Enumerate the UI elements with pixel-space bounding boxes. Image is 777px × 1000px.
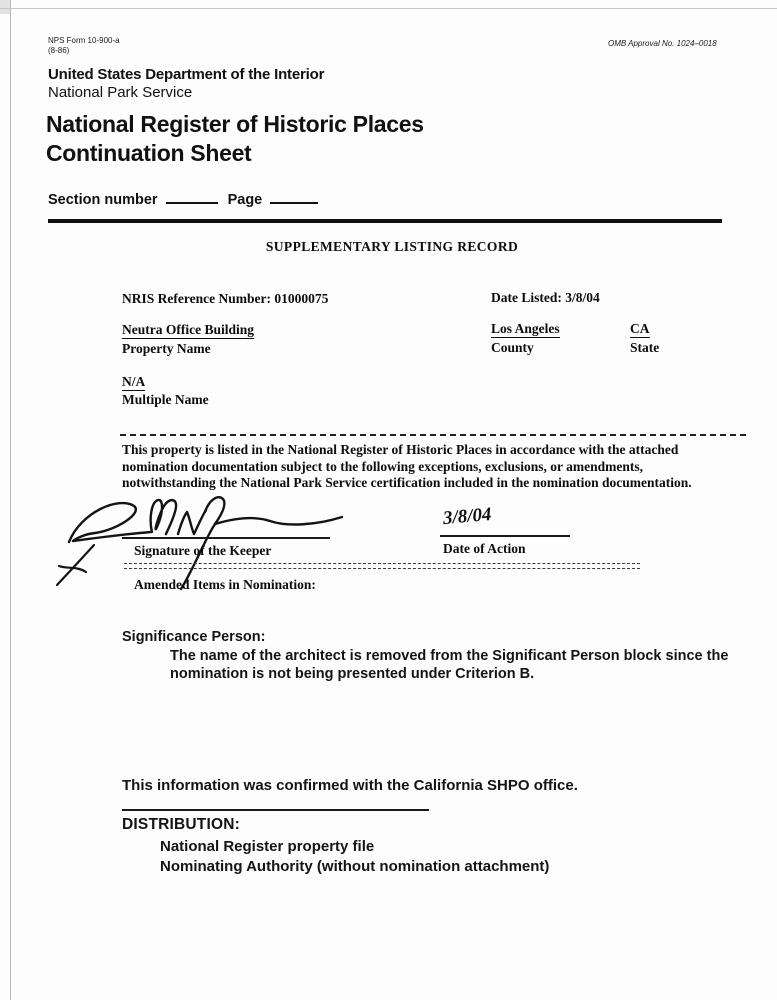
county-label: County — [491, 340, 534, 355]
signature-line — [122, 537, 330, 539]
significance-line: nomination is not being presented under Criterion B. — [170, 666, 535, 682]
section-page-row — [48, 191, 318, 208]
section-number-blank — [166, 191, 218, 204]
nris-reference: NRIS Reference Number: 01000075 — [122, 291, 329, 306]
page-title — [46, 110, 424, 168]
amended-items-label: Amended Items in Nomination: — [134, 577, 316, 592]
multiple-name-value: N/A — [122, 374, 146, 389]
signature-label: Signature of the Keeper — [134, 543, 272, 558]
certification-line: notwithstanding the National Park Service certification included in the nomination documentation. — [122, 475, 692, 490]
scan-left-edge — [10, 0, 11, 1000]
significance-line: The name of the architect is removed from the Significant Person block since the — [170, 648, 729, 664]
handwritten-date: 3/8/04 — [442, 503, 493, 530]
record-title: SUPPLEMENTARY LISTING RECORD — [265, 239, 519, 254]
page-title-line1: National Register of Historic Places — [46, 111, 424, 137]
page-blank — [270, 191, 318, 204]
distribution-heading: DISTRIBUTION: — [122, 816, 240, 833]
certification-line: nomination documentation subject to the following exceptions, exclusions, or amendments, — [122, 458, 644, 474]
county-value: Los Angeles — [491, 321, 560, 336]
scan-corner-artifact — [0, 0, 10, 14]
date-listed: Date Listed: 3/8/04 — [491, 290, 600, 305]
service-title: National Park Service — [48, 84, 193, 101]
date-of-action-label: Date of Action — [443, 541, 526, 556]
section-number-label: Section number — [48, 192, 158, 208]
distribution-item: Nominating Authority (without nomination attachment) — [160, 858, 550, 875]
handwritten-check-mark — [48, 539, 110, 591]
page-label: Page — [227, 192, 263, 208]
form-number: NPS Form 10-900-a — [48, 36, 120, 45]
distribution-item: National Register property file — [160, 838, 375, 855]
shpo-confirmation: This information was confirmed with the California SHPO office. — [122, 777, 578, 794]
omb-approval: OMB Approval No. 1024–0018 — [608, 39, 717, 48]
state-value: CA — [630, 321, 650, 336]
certification-line: This property is listed in the National Register of Historic Places in accordance with the attached — [122, 442, 679, 457]
certification-statement — [122, 442, 722, 492]
page-title-line2: Continuation Sheet — [46, 140, 252, 166]
significance-person-heading: Significance Person: — [122, 629, 266, 645]
header-rule — [48, 219, 722, 223]
significance-person-text — [170, 647, 750, 683]
form-number-block — [48, 36, 120, 55]
property-name-value: Neutra Office Building — [122, 322, 254, 337]
double-separator — [124, 563, 640, 569]
scan-top-edge — [0, 8, 777, 9]
dashed-separator — [120, 434, 746, 436]
form-revision: (8-86) — [48, 45, 70, 55]
distribution-rule — [122, 809, 429, 811]
property-name-label: Property Name — [122, 341, 211, 356]
state-label: State — [630, 340, 660, 355]
multiple-name-label: Multiple Name — [122, 392, 209, 407]
date-line — [440, 535, 570, 537]
department-title: United States Department of the Interior — [48, 66, 325, 83]
